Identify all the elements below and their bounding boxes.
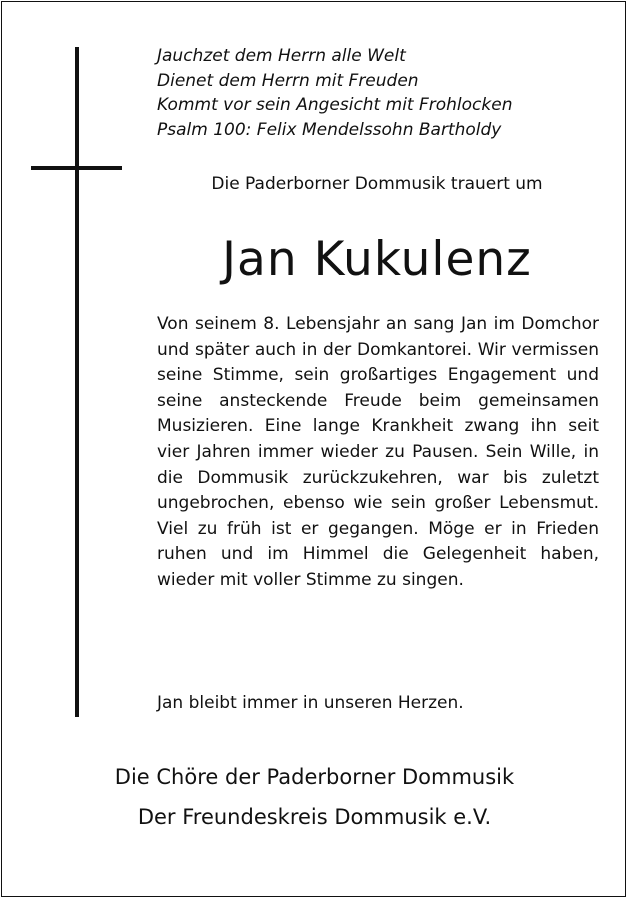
tribute-text: Von seinem 8. Lebensjahr an sang Jan im Domchor und später auch in der Domkantorei. Wir vermissen seine Stimme, sein großartiges Engagement und seine ansteckende Freude beim gemeinsamen Musizieren. Eine lange Krankheit zwang ihn seit vier Jahren immer wieder zu Pausen. Sein Wille, in die Dommusik zurückzukehren, war bis zuletzt ungebrochen, ebenso wie sein großer Lebensmut. Viel zu früh ist er gegangen. Möge er in Frieden ruhen und im Himmel die Gelegenheit haben, wieder mit voller Stimme zu singen.: [157, 314, 599, 590]
psalm-source: Psalm 100: Felix Mendelssohn Bartholdy: [157, 119, 502, 140]
psalm-line: Dienet dem Herrn mit Freuden: [157, 70, 419, 91]
cross-vertical-bar: [75, 47, 79, 717]
signatory-friends-circle: Der Freundeskreis Dommusik e.V.: [137, 805, 492, 829]
psalm-quote: [157, 44, 597, 142]
psalm-line: Kommt vor sein Angesicht mit Frohlocken: [157, 95, 513, 115]
closing-line: Jan bleibt immer in unseren Herzen.: [157, 693, 464, 713]
signatory-choirs: Die Chöre der Paderborner Dommusik: [114, 765, 515, 789]
psalm-line: Jauchzet dem Herrn alle Welt: [157, 46, 406, 66]
mourning-intro: Die Paderborner Dommusik trauert um: [211, 174, 543, 194]
deceased-name: Jan Kukulenz: [222, 232, 532, 287]
cross-horizontal-bar: [31, 166, 122, 170]
